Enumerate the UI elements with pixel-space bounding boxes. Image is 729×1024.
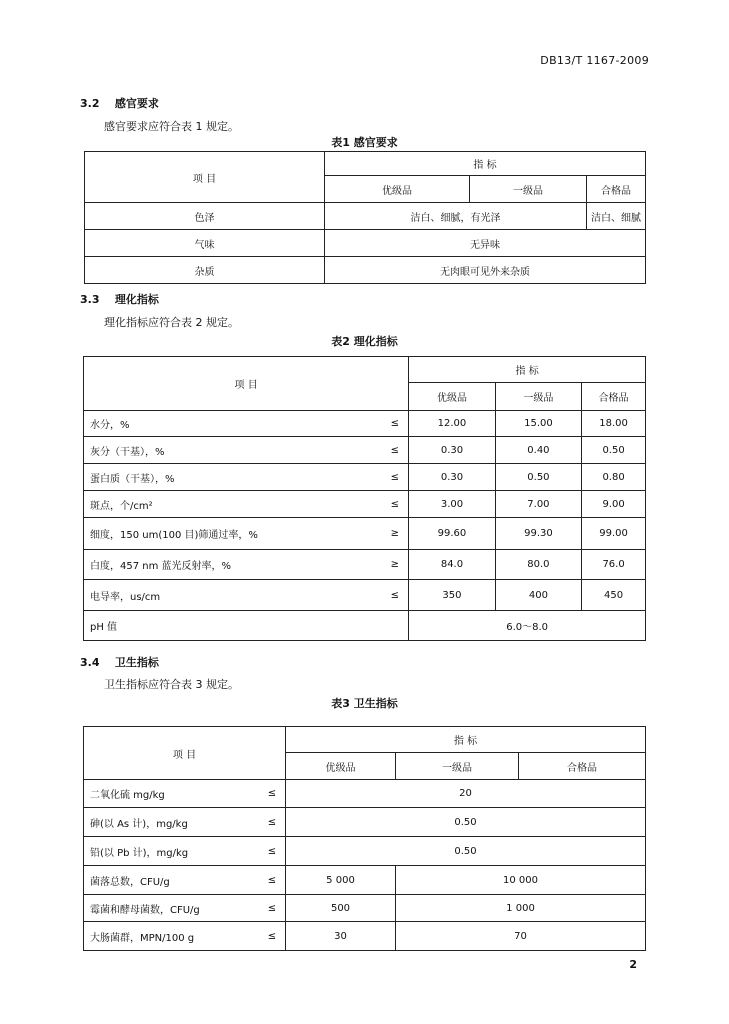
header-grade-first: 一级品 [396,753,519,780]
header-grade-premium: 优级品 [409,383,495,411]
table-row [84,611,646,641]
comparison-symbol: ≤ [381,464,408,491]
row-name: 二氧化硫 mg/kg [84,780,260,808]
table-row [84,491,646,518]
header-item: 项 目 [84,357,409,411]
section-number: 3.2 [80,97,100,110]
cell-value: 12.00 [409,411,495,437]
cell-value: 7.00 [495,491,581,518]
comparison-symbol: ≤ [259,866,286,895]
comparison-symbol: ≤ [381,580,408,611]
comparison-symbol: ≤ [259,780,286,808]
section-3-2-text: 感官要求应符合表 1 规定。 [104,120,239,133]
comparison-symbol: ≤ [259,922,286,951]
cell-value: 0.30 [409,464,495,491]
comparison-symbol: ≤ [381,491,408,518]
row-name: pH 值 [84,611,409,641]
row-name: 铅(以 Pb 计)，mg/kg [84,837,260,866]
header-grade-qualified: 合格品 [582,383,646,411]
cell-value: 76.0 [582,550,646,580]
section-number: 3.4 [80,656,100,669]
header-index: 指 标 [325,152,646,176]
cell-value: 350 [409,580,495,611]
table-1-caption: 表1 感官要求 [331,136,398,149]
page-number: 2 [629,958,637,971]
cell-value: 30 [286,922,396,951]
header-item: 项 目 [84,727,286,780]
header-index: 指 标 [286,727,646,753]
section-number: 3.3 [80,293,100,306]
cell-value: 0.50 [286,808,646,837]
header-grade-premium: 优级品 [325,176,470,203]
table-row [84,866,646,895]
cell-value: 5 000 [286,866,396,895]
cell-value: 0.50 [495,464,581,491]
table-row [84,411,646,437]
cell-value: 84.0 [409,550,495,580]
table-2-caption: 表2 理化指标 [331,335,398,348]
section-title: 理化指标 [114,293,159,306]
row-name: 电导率，us/cm [84,580,382,611]
header-grade-first: 一级品 [470,176,587,203]
cell-value: 洁白、细腻 [587,203,646,230]
table-row [84,780,646,808]
header-grade-qualified: 合格品 [587,176,646,203]
table-row [84,518,646,550]
cell-value: 0.50 [286,837,646,866]
row-name: 细度，150 um(100 目)筛通过率，% [84,518,382,550]
table-row [84,580,646,611]
cell-value: 0.30 [409,437,495,464]
cell-value: 70 [396,922,646,951]
table-row [84,808,646,837]
row-name: 水分，% [84,411,382,437]
table-row [84,437,646,464]
section-3-4-heading [80,654,159,670]
row-name: 斑点，个/cm² [84,491,382,518]
cell-value: 99.30 [495,518,581,550]
header-grade-premium: 优级品 [286,753,396,780]
cell-value: 400 [495,580,581,611]
cell-value: 3.00 [409,491,495,518]
row-name: 气味 [85,230,325,257]
header-item: 项 目 [85,152,325,203]
cell-value: 500 [286,895,396,922]
cell-value: 9.00 [582,491,646,518]
header-grade-first: 一级品 [495,383,581,411]
comparison-symbol: ≥ [381,550,408,580]
row-name: 蛋白质（干基），% [84,464,382,491]
comparison-symbol: ≤ [381,411,408,437]
cell-value: 无肉眼可见外来杂质 [325,257,646,284]
row-name: 色泽 [85,203,325,230]
section-3-3-text: 理化指标应符合表 2 规定。 [104,316,239,329]
cell-value: 80.0 [495,550,581,580]
row-name: 杂质 [85,257,325,284]
table-row [84,837,646,866]
cell-value: 450 [582,580,646,611]
comparison-symbol: ≤ [259,895,286,922]
table-3-caption: 表3 卫生指标 [331,697,398,710]
header-grade-qualified: 合格品 [519,753,646,780]
section-title: 感官要求 [114,97,159,110]
table-3 [83,726,646,951]
cell-value: 18.00 [582,411,646,437]
table-row [84,895,646,922]
cell-value: 99.60 [409,518,495,550]
section-3-3-heading [80,291,159,307]
table-row [85,203,646,230]
cell-value: 无异味 [325,230,646,257]
cell-value: 0.40 [495,437,581,464]
table-row [85,230,646,257]
section-3-4-text: 卫生指标应符合表 3 规定。 [104,678,239,691]
table-row [84,922,646,951]
section-3-2-heading [80,95,159,111]
table-row [84,464,646,491]
cell-value: 0.50 [582,437,646,464]
document-id: DB13/T 1167-2009 [540,54,649,67]
cell-value: 1 000 [396,895,646,922]
row-name: 菌落总数，CFU/g [84,866,260,895]
cell-value: 20 [286,780,646,808]
header-index: 指 标 [409,357,646,383]
cell-value: 15.00 [495,411,581,437]
cell-value: 6.0～8.0 [409,611,646,641]
row-name: 大肠菌群，MPN/100 g [84,922,260,951]
cell-value: 99.00 [582,518,646,550]
row-name: 霉菌和酵母菌数，CFU/g [84,895,260,922]
comparison-symbol: ≤ [381,437,408,464]
table-row [84,550,646,580]
table-1 [84,151,646,284]
cell-value: 0.80 [582,464,646,491]
comparison-symbol: ≤ [259,837,286,866]
row-name: 白度，457 nm 蓝光反射率，% [84,550,382,580]
section-title: 卫生指标 [114,656,159,669]
comparison-symbol: ≤ [259,808,286,837]
cell-value: 10 000 [396,866,646,895]
row-name: 灰分（干基），% [84,437,382,464]
table-row [85,257,646,284]
table-2 [83,356,646,641]
comparison-symbol: ≥ [381,518,408,550]
cell-value: 洁白、细腻，有光泽 [325,203,587,230]
row-name: 砷(以 As 计)，mg/kg [84,808,260,837]
